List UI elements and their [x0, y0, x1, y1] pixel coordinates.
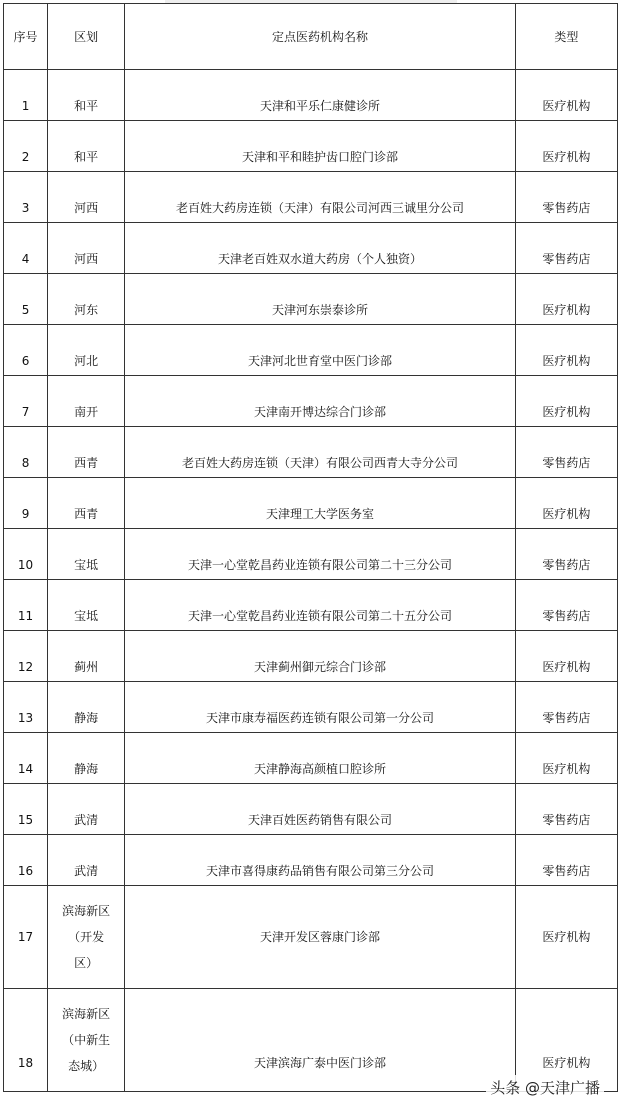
- cell-name: 天津静海高颜植口腔诊所: [125, 733, 516, 784]
- table-row: [4, 733, 618, 784]
- cell-district: 和平: [48, 70, 125, 121]
- cell-type: 医疗机构: [515, 631, 617, 682]
- cell-type: 医疗机构: [515, 733, 617, 784]
- cell-district: 河西: [48, 223, 125, 274]
- cell-district: 静海: [48, 733, 125, 784]
- cell-name: 老百姓大药房连锁（天津）有限公司西青大寺分公司: [125, 427, 516, 478]
- table-row: [4, 70, 618, 121]
- cell-district: 河西: [48, 172, 125, 223]
- cell-type: 零售药店: [515, 529, 617, 580]
- cell-index: 9: [4, 478, 48, 529]
- cell-index: 2: [4, 121, 48, 172]
- cell-index: 13: [4, 682, 48, 733]
- table-row: [4, 427, 618, 478]
- cell-name: 老百姓大药房连锁（天津）有限公司河西三诚里分公司: [125, 172, 516, 223]
- cell-name: 天津开发区蓉康门诊部: [125, 886, 516, 989]
- cell-name: 天津和平乐仁康健诊所: [125, 70, 516, 121]
- watermark-logo: 头条 @天津广播: [486, 1075, 604, 1100]
- cell-name: 天津老百姓双水道大药房（个人独资）: [125, 223, 516, 274]
- table-row: [4, 121, 618, 172]
- cell-name: 天津河北世育堂中医门诊部: [125, 325, 516, 376]
- cell-index: 11: [4, 580, 48, 631]
- cell-index: 6: [4, 325, 48, 376]
- cell-index: 18: [4, 989, 48, 1092]
- cell-name: 天津一心堂乾昌药业连锁有限公司第二十五分公司: [125, 580, 516, 631]
- cell-index: 8: [4, 427, 48, 478]
- cell-district: [48, 886, 125, 989]
- cell-type: 零售药店: [515, 682, 617, 733]
- table-row: [4, 784, 618, 835]
- header-district: 区划: [48, 4, 125, 70]
- table-row: [4, 274, 618, 325]
- cell-name: 天津百姓医药销售有限公司: [125, 784, 516, 835]
- cell-type: 医疗机构: [515, 886, 617, 989]
- cell-district: 蓟州: [48, 631, 125, 682]
- cell-index: 10: [4, 529, 48, 580]
- table-row: [4, 376, 618, 427]
- cell-type: 零售药店: [515, 580, 617, 631]
- cell-district: 宝坻: [48, 580, 125, 631]
- cell-district: 和平: [48, 121, 125, 172]
- cell-index: 3: [4, 172, 48, 223]
- cell-name: 天津市康寿福医药连锁有限公司第一分公司: [125, 682, 516, 733]
- table-row: [4, 325, 618, 376]
- cell-index: 1: [4, 70, 48, 121]
- cell-type: 医疗机构: [515, 478, 617, 529]
- cell-index: 17: [4, 886, 48, 989]
- cell-index: 12: [4, 631, 48, 682]
- district-line: 区）: [74, 956, 99, 970]
- cell-type: 零售药店: [515, 223, 617, 274]
- cell-name: 天津一心堂乾昌药业连锁有限公司第二十三分公司: [125, 529, 516, 580]
- cell-type: 医疗机构: [515, 274, 617, 325]
- header-index: 序号: [4, 4, 48, 70]
- table-row: [4, 478, 618, 529]
- table-row: [4, 172, 618, 223]
- cell-name: 天津河东崇泰诊所: [125, 274, 516, 325]
- table-row: [4, 631, 618, 682]
- table-header-row: [4, 4, 618, 70]
- district-line: 态城）: [68, 1059, 105, 1073]
- cell-type: 医疗机构: [515, 70, 617, 121]
- cell-type: 零售药店: [515, 835, 617, 886]
- table-row: [4, 580, 618, 631]
- cell-index: 5: [4, 274, 48, 325]
- cell-district: 西青: [48, 427, 125, 478]
- cell-name: 天津蓟州御元综合门诊部: [125, 631, 516, 682]
- table-row: [4, 886, 618, 989]
- cell-name: 天津理工大学医务室: [125, 478, 516, 529]
- cell-district: 河东: [48, 274, 125, 325]
- cell-name: 天津和平和睦护齿口腔门诊部: [125, 121, 516, 172]
- district-line: （开发: [68, 930, 105, 944]
- cell-name: 天津滨海广泰中医门诊部: [125, 989, 516, 1092]
- cell-district: 南开: [48, 376, 125, 427]
- table-row: [4, 529, 618, 580]
- cell-type: 医疗机构: [515, 989, 617, 1092]
- cell-type: 零售药店: [515, 427, 617, 478]
- cell-index: 16: [4, 835, 48, 886]
- table-row: [4, 682, 618, 733]
- cell-index: 7: [4, 376, 48, 427]
- cell-type: 零售药店: [515, 784, 617, 835]
- cell-district: 西青: [48, 478, 125, 529]
- cell-district: 宝坻: [48, 529, 125, 580]
- cell-index: 14: [4, 733, 48, 784]
- header-type: 类型: [515, 4, 617, 70]
- cell-index: 4: [4, 223, 48, 274]
- cell-name: 天津市喜得康药品销售有限公司第三分公司: [125, 835, 516, 886]
- cell-name: 天津南开博达综合门诊部: [125, 376, 516, 427]
- cell-index: 15: [4, 784, 48, 835]
- cell-type: 医疗机构: [515, 325, 617, 376]
- header-name: 定点医药机构名称: [125, 4, 516, 70]
- district-line: 滨海新区: [62, 904, 111, 918]
- district-line: 滨海新区: [62, 1007, 111, 1021]
- cell-district: 武清: [48, 784, 125, 835]
- cell-district: 河北: [48, 325, 125, 376]
- table-row: [4, 835, 618, 886]
- cell-type: 零售药店: [515, 172, 617, 223]
- table-row: [4, 223, 618, 274]
- cell-district: [48, 989, 125, 1092]
- institution-table: [3, 3, 618, 1092]
- district-line: （中新生: [62, 1033, 111, 1047]
- cell-district: 武清: [48, 835, 125, 886]
- cell-type: 医疗机构: [515, 121, 617, 172]
- cell-district: 静海: [48, 682, 125, 733]
- cell-type: 医疗机构: [515, 376, 617, 427]
